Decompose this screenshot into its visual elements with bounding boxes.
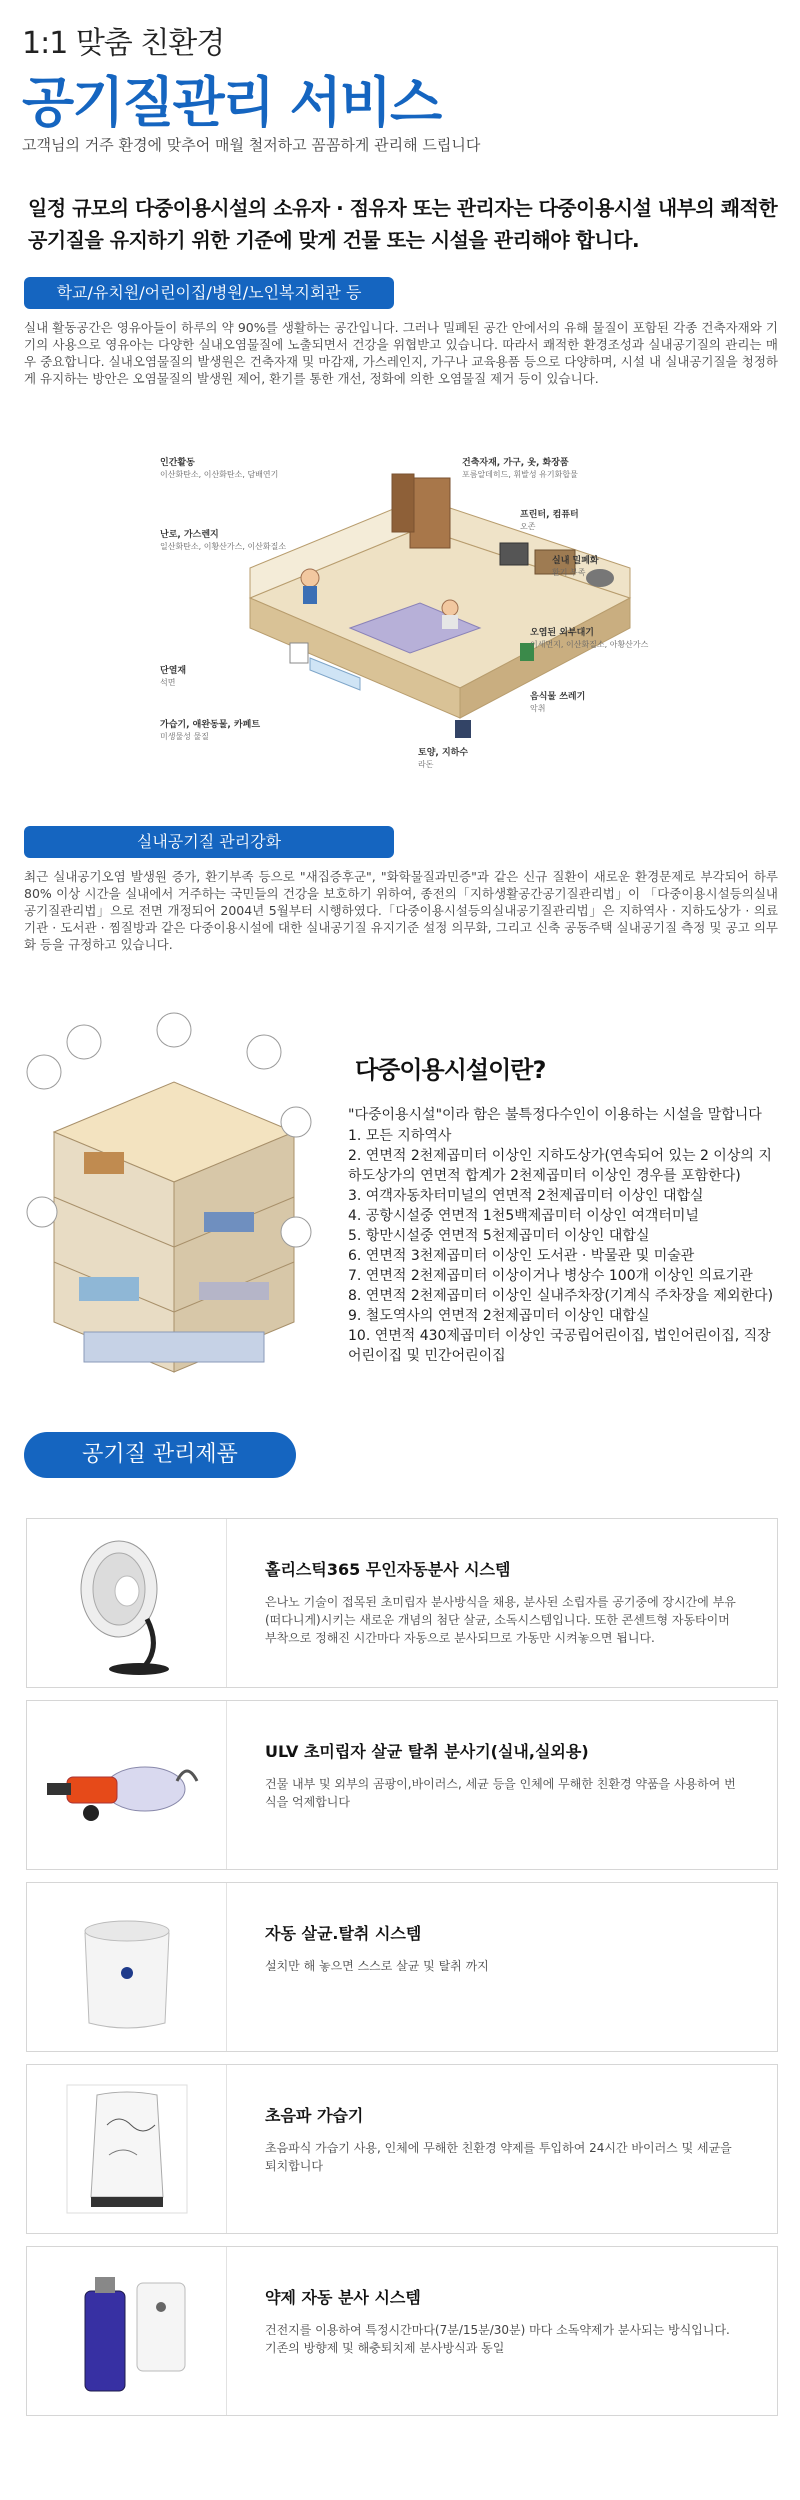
label-human-activity: 인간활동 이산화탄소, 이산화탄소, 담배연기 [160,458,279,479]
list-item: 7. 연면적 2천제곱미터 이상이거나 병상수 100개 이상인 의료기관 [348,1268,753,1284]
label-food-waste: 음식물 쓰레기 악취 [530,692,586,713]
definition-list [348,1126,778,1366]
definition-title: 다중이용시설이란? [355,1056,546,1084]
product-card[interactable] [26,1882,778,2052]
product-description: 설치만 해 놓으면 스스로 살균 및 탈취 까지 [265,1959,489,1973]
product-title: 초음파 가습기 [265,2106,364,2125]
indoor-pollution-illustration [160,458,680,788]
product-image [27,2065,227,2233]
auto-spray-drawing [27,2247,227,2415]
product-title: 자동 살균.탈취 시스템 [265,1924,422,1943]
list-item: 5. 항만시설중 연면적 5천제곱미터 이상인 대합실 [348,1228,650,1244]
list-item: 1. 모든 지하역사 [348,1128,452,1144]
product-image [27,1519,227,1687]
product-title: ULV 초미립자 살균 탈취 분사기(실내,실외용) [265,1742,589,1761]
product-card[interactable] [26,2064,778,2234]
product-title: 약제 자동 분사 시스템 [265,2288,421,2307]
list-item: 4. 공항시설중 연면적 1천5백제곱미터 이상인 여객터미널 [348,1208,699,1224]
product-description: 건전지를 이용하여 특정시간마다(7분/15분/30분) 마다 소독약제가 분사되는 방식입니다. 기존의 방향제 및 해충퇴치제 분사방식과 동일 [265,2323,730,2355]
product-card[interactable] [26,1700,778,1870]
building-drawing [24,1012,314,1382]
header-subtitle: 1:1 맞춤 친환경 [22,26,225,61]
page-title: 공기질관리 서비스 [22,71,441,134]
label-building-materials: 건축자재, 가구, 옷, 화장품 포름알데히드, 휘발성 유기화합물 [462,458,578,479]
product-card[interactable] [26,1518,778,1688]
product-image [27,1883,227,2051]
label-stove: 난로, 가스렌지 일산화탄소, 이황산가스, 이산화질소 [160,530,287,551]
list-item: 8. 연면적 2천제곱미터 이상인 실내주차장(기계식 주차장을 제외한다) [348,1288,774,1304]
product-description: 은나노 기술이 접목된 초미립자 분사방식을 채용, 분사된 소립자를 공기중에 장시간에 부유(떠다니게)시키는 새로운 개념의 첨단 살균, 소독시스템입니다. 또한 콘센트형 자동타이머 부착으로 정해진 시간마다 자동으로 분사되므로 가동만 시켜놓으면 됩니다. [265,1595,736,1645]
multi-use-facility-illustration [24,1012,314,1382]
product-image [27,1701,227,1869]
label-sealed-room: 실내 밀폐화 환기 부족 [552,556,599,577]
header-tagline: 고객님의 거주 환경에 맞추어 매월 철저하고 꼼꼼하게 관리해 드립니다 [22,136,481,154]
label-soil: 토양, 지하수 라돈 [418,748,469,769]
product-title: 홀리스틱365 무인자동분사 시스템 [265,1560,511,1579]
label-printer: 프린터, 컴퓨터 오존 [520,510,579,531]
sterilizer-drawing [27,1883,227,2051]
humidifier-drawing [27,2065,227,2233]
product-description: 초음파식 가습기 사용, 인체에 무해한 친환경 약제를 투입하여 24시간 바이러스 및 세균을 퇴치합니다 [265,2141,732,2173]
list-item: 10. 연면적 430제곱미터 이상인 국공립어린이집, 법인어린이집, 직장어린이집 및 민간어린이집 [348,1328,771,1364]
products-header: 공기질 관리제품 [24,1432,296,1478]
definition-intro: "다중이용시설"이라 함은 불특정다수인이 이용하는 시설을 말합니다 [348,1107,762,1123]
section2-pill: 실내공기질 관리강화 [24,826,394,858]
list-item: 9. 철도역사의 연면적 2천제곱미터 이상인 대합실 [348,1308,650,1324]
section1-pill: 학교/유치원/어린이집/병원/노인복지회관 등 [24,277,394,309]
product-image [27,2247,227,2415]
section2-paragraph: 최근 실내공기오염 발생원 증가, 환기부족 등으로 "새집증후군", "화학물질과민증"과 같은 신규 질환이 새로운 환경문제로 부각되어 하루 80% 이상 시간을 실내에서 거주하는 국민들의 건강을 보호하기 위하여, 종전의「지하생활공간공기질관리법」이 「다중이용시설등의실내공기질관리법」으로 전면 개정되어 2004년 5월부터 시행하였다.「다중이용시설등의실내공기질관리법」은 지하역사 · 지하도상가 · 의료기관 · 도서관 · 찜질방과 같은 다중이용시설에 대한 실내공기질 유지기준 설정 의무화, 그리고 신축 공동주택 실내공기질 측정 및 공고 의무화 등을 규정하고 있습니다. [24,869,778,952]
product-description: 건물 내부 및 외부의 곰팡이,바이러스, 세균 등을 인체에 무해한 친환경 약품을 사용하여 번식을 억제합니다 [265,1777,736,1809]
list-item: 3. 여객자동차터미널의 연면적 2천제곱미터 이상인 대합실 [348,1188,704,1204]
list-item: 6. 연면적 3천제곱미터 이상인 도서관 · 박물관 및 미술관 [348,1248,695,1264]
lead-text: 일정 규모의 다중이용시설의 소유자 · 점유자 또는 관리자는 다중이용시설 내부의 쾌적한 공기질을 유지하기 위한 기준에 맞게 건물 또는 시설을 관리해야 합니다. [28,196,778,252]
label-humidifier-pets: 가습기, 애완동물, 카페트 미생물성 물질 [160,720,261,741]
section1-paragraph: 실내 활동공간은 영유아들이 하루의 약 90%를 생활하는 공간입니다. 그러나 밀폐된 공간 안에서의 유해 물질이 포함된 각종 건축자재와 기기의 사용으로 영유아는 다양한 실내오염물질에 노출되면서 건강을 위협받고 있습니다. 따라서 쾌적한 환경조성과 실내공기질의 관리는 매우 중요합니다. 실내오염물질의 발생원은 건축자재 및 마감재, 가스레인지, 가구나 교육용품 등으로 다양하며, 시설 내 실내공기질을 청정하게 유지하는 방안은 오염물질의 발생원 제어, 환기를 통한 개선, 정화에 의한 오염물질 제거 등이 있습니다. [24,320,778,386]
label-insulation: 단열재 석면 [160,666,187,687]
fogger-drawing [27,1701,227,1869]
dispenser-drawing [27,1519,227,1687]
list-item: 2. 연면적 2천제곱미터 이상인 지하도상가(연속되어 있는 2 이상의 지하도상가의 연면적 합계가 2천제곱미터 이상인 경우를 포함한다) [348,1148,772,1184]
label-outdoor-air: 오염된 외부대기 이세먼지, 이산화질소, 아황산가스 [530,628,649,649]
product-card[interactable] [26,2246,778,2416]
